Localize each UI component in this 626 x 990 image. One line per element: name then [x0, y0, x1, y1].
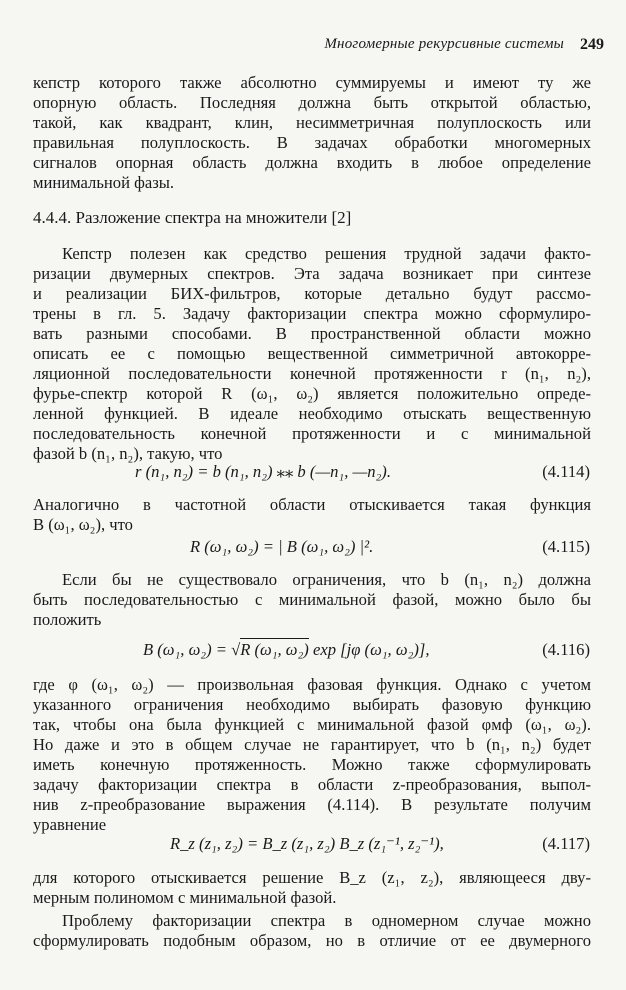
equation-lhs: B (ω₁, ω₂) =	[143, 640, 232, 659]
text-line: трены в гл. 5. Задачу факторизации спектра можно сформулиро-	[33, 304, 591, 323]
running-title: Многомерные рекурсивные системы	[324, 36, 564, 52]
text-line: ризации двумерных спектров. Эта задача возникает при синтезе	[33, 264, 591, 283]
text-line: ляционной последовательности конечной протяженности r (n₁, n₂),	[33, 364, 591, 383]
text-line: указанного ограничения необходимо выбирать фазовую функцию	[33, 695, 591, 714]
text-line: Проблему факторизации спектра в одномерном случае можно	[62, 911, 591, 930]
page-header	[0, 36, 626, 60]
text-line: Если бы не существовало ограничения, что b (n₁, n₂) должна	[62, 570, 591, 589]
text-line: и реализации БИХ-фильтров, которые детально будут рассмо-	[33, 284, 591, 303]
equation-number-4-114: (4.114)	[542, 462, 590, 481]
text-line: последовательность конечной протяженности и с минимальной	[33, 424, 591, 443]
text-line: вать разными способами. В пространственной области можно	[33, 324, 591, 343]
text-line: иметь конечную протяженность. Можно также сформулировать	[33, 755, 591, 774]
equation-number-4-117: (4.117)	[542, 834, 590, 853]
equation-number-4-115: (4.115)	[542, 537, 590, 556]
text-line: фазой b (n₁, n₂), такую, что	[33, 444, 223, 463]
text-line: для которого отыскивается решение B_z (z₁, z₂), являющееся дву-	[33, 868, 591, 887]
equation-4-116	[143, 639, 429, 661]
section-heading: 4.4.4. Разложение спектра на множители [2]	[33, 208, 352, 227]
text-line: положить	[33, 610, 102, 629]
equation-rhs: exp [jφ (ω₁, ω₂)],	[308, 640, 430, 659]
text-line: фурье-спектр которой R (ω₁, ω₂) является положительно опреде-	[33, 384, 591, 403]
text-line: описать ее с помощью вещественной симметричной автокорре-	[33, 344, 591, 363]
equation-number-4-116: (4.116)	[542, 640, 590, 659]
text-line: опорную область. Последняя должна быть открытой областью,	[33, 93, 591, 112]
text-line: B (ω₁, ω₂), что	[33, 515, 133, 534]
equation-4-115: R (ω₁, ω₂) = | B (ω₁, ω₂) |².	[190, 537, 374, 556]
text-line: минимальной фазы.	[33, 173, 175, 192]
sqrt-radicand: R (ω₁, ω₂)	[240, 640, 309, 659]
text-line: Но даже и это в общем случае не гарантирует, что b (n₁, n₂) будет	[33, 735, 591, 754]
text-line: правильная полуплоскость. В задачах обработки многомерных	[33, 133, 591, 152]
text-line: Аналогично в частотной области отыскивается такая функция	[33, 495, 591, 514]
text-line: задачу факторизации спектра в области z-преобразования, выпол-	[33, 775, 591, 794]
text-line: кепстр которого также абсолютно суммируемы и имеют ту же	[33, 73, 591, 92]
equation-4-114: r (n₁, n₂) = b (n₁, n₂) ⁎⁎ b (—n₁, —n₂).	[135, 462, 391, 481]
text-line: ленной функцией. В идеале необходимо отыскать вещественную	[33, 404, 591, 423]
text-line: так, чтобы она была функцией с минимальной фазой φмф (ω₁, ω₂).	[33, 715, 591, 734]
sqrt-symbol: √	[231, 640, 241, 659]
text-line: такой, как квадрант, клин, несимметричная полуплоскость или	[33, 113, 591, 132]
text-line: быть последовательностью с минимальной фазой, можно было бы	[33, 590, 591, 609]
equation-4-117: R_z (z₁, z₂) = B_z (z₁, z₂) B_z (z₁⁻¹, z₂⁻¹),	[170, 834, 444, 853]
text-line: нив z-преобразование выражения (4.114). В результате получим	[33, 795, 591, 814]
text-line: уравнение	[33, 815, 107, 834]
text-line: сигналов опорная область должна входить в любое определение	[33, 153, 591, 172]
text-line: Кепстр полезен как средство решения трудной задачи факто-	[62, 244, 591, 263]
text-line: где φ (ω₁, ω₂) — произвольная фазовая функция. Однако с учетом	[33, 675, 591, 694]
text-line: мерным полиномом с минимальной фазой.	[33, 888, 337, 907]
page-number: 249	[580, 36, 604, 53]
text-line: сформулировать подобным образом, но в отличие от ее двумерного	[33, 931, 591, 950]
